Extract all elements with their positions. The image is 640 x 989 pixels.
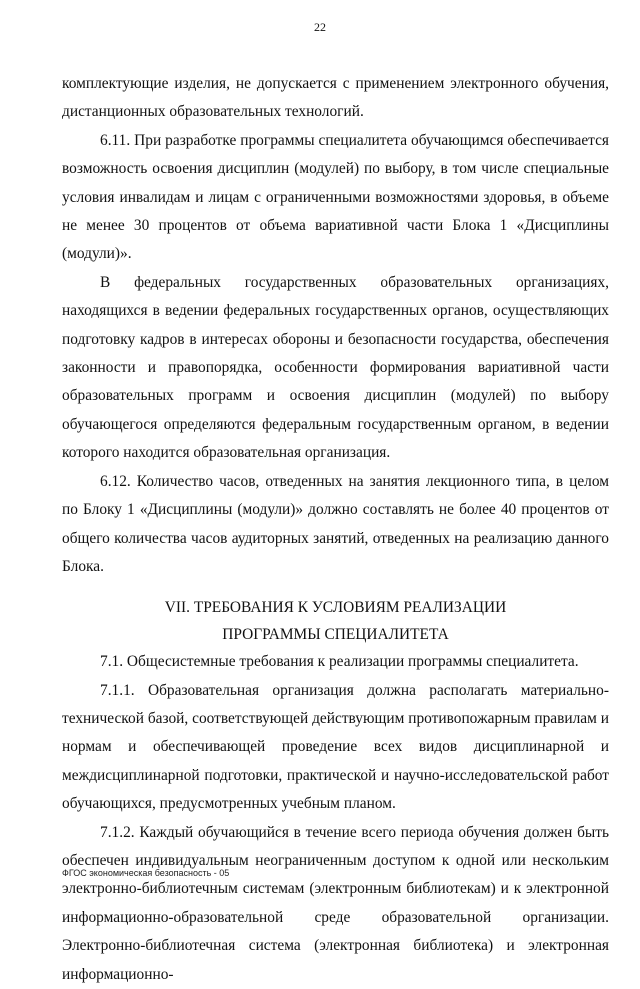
paragraph-7-1: 7.1. Общесистемные требования к реализации программы специалитета. (100, 653, 579, 671)
paragraph-7-1-1: 7.1.1. Образовательная организация должна располагать материально-технической базой, соответствующей действующим противопожарным правилам и нормам и обеспечивающей проведение всех видов дисциплинарной и междисциплинарной подготовки, практической и научно-исследовательской работ обучающихся, предусмотренных учебным планом. (62, 681, 609, 813)
section-heading-line-2: ПРОГРАММЫ СПЕЦИАЛИТЕТА (222, 625, 449, 643)
section-heading-line-1: VII. ТРЕБОВАНИЯ К УСЛОВИЯМ РЕАЛИЗАЦИИ (164, 599, 507, 617)
paragraph-federal-organizations: В федеральных государственных образовательных организациях, находящихся в ведении федеральных государственных органов, осуществляющих подготовку кадров в интересах обороны и безопасности государства, обеспечения законности и правопорядка, особенности формирования вариативной части образовательных программ и освоения дисциплин (модулей) по выбору обучающегося определяются федеральным государственным органом, в ведении которого находится образовательная организация. (62, 273, 609, 462)
paragraph-continuation: комплектующие изделия, не допускается с применением электронного обучения, дистанционных образовательных технологий. (62, 75, 609, 121)
document-body (62, 70, 609, 989)
paragraph-6-11: 6.11. При разработке программы специалитета обучающимся обеспечивается возможность освоения дисциплин (модулей) по выбору, в том числе специальные условия инвалидам и лицам с ограниченными возможностями здоровья, в объеме не менее 30 процентов от объема вариативной части Блока 1 «Дисциплины (модули)». (62, 131, 609, 263)
section-heading (62, 595, 609, 648)
page-number: 22 (314, 20, 326, 34)
paragraph-6-12: 6.12. Количество часов, отведенных на занятия лекционного типа, в целом по Блоку 1 «Дисциплины (модули)» должно составлять не более 40 процентов от общего количества часов аудиторных занятий, отведенных на реализацию данного Блока. (62, 472, 609, 575)
page-footer: ФГОС экономическая безопасность - 05 (62, 868, 230, 878)
paragraph-7-1-2: 7.1.2. Каждый обучающийся в течение всего периода обучения должен быть обеспечен индивидуальным неограниченным доступом к одной или нескольким электронно-библиотечным системам (электронным библиотекам) и к электронной информационно-образовательной среде образовательной организации. Электронно-библиотечная система (электронная библиотека) и электронная информационно- (62, 823, 609, 983)
